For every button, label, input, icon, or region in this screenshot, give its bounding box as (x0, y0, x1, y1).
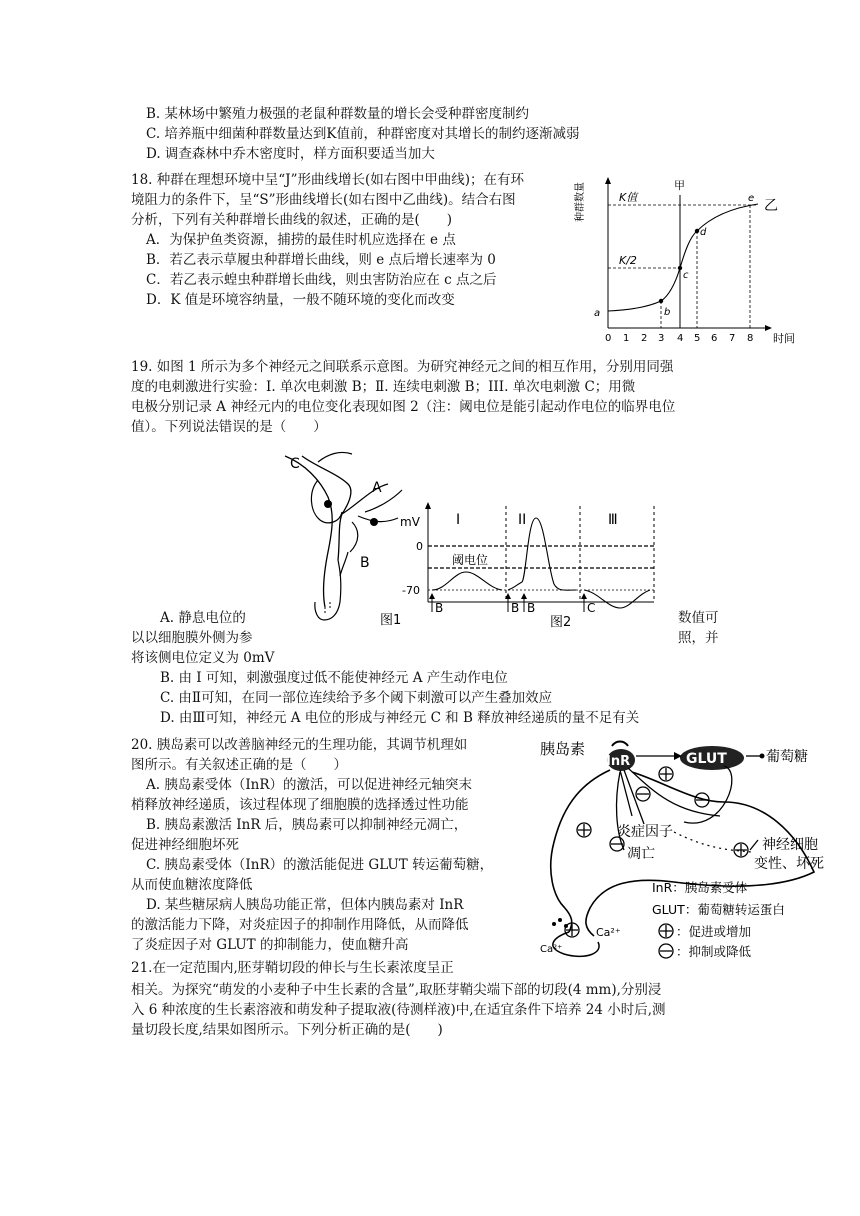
q18-xlabel: 时间 (773, 332, 795, 345)
q19-option-c: C. 由Ⅱ可知，在同一部位连续给予多个阈下刺激可以产生叠加效应 (160, 690, 553, 706)
fig2-stim-b1: B (435, 601, 444, 615)
q17-option-d: D. 调查森林中乔木密度时，样方面积要适当加大 (146, 146, 435, 162)
fig2-panel-2: II (518, 512, 527, 528)
fig2-stim-b3: B (527, 601, 536, 615)
fig2-stim-c: C (587, 601, 596, 615)
diagram-apoptosis-label: 凋亡 (627, 846, 655, 862)
q18-point-c: c (683, 270, 689, 281)
diagram-ca-label2: Ca²⁺ (596, 926, 621, 939)
q19-option-a-line2-left: 以以细胞膜外侧为参 (131, 630, 253, 646)
diagram-legend-2: GLUT：葡萄糖转运蛋白 (652, 902, 785, 917)
svg-text:5: 5 (694, 333, 701, 344)
q18-k2-label: K/2 (619, 254, 637, 267)
q21-stem-line3: 入 6 种浓度的生长素溶液和萌发种子提取液(待测样液)中,在适宜条件下培养 24 小时后,测 (131, 1002, 666, 1018)
svg-text:8: 8 (747, 333, 754, 344)
q20-option-c-line1: C. 胰岛素受体（InR）的激活能促进 GLUT 转运葡萄糖， (146, 857, 494, 873)
q19-stem-line4: 值）。下列说法错误的是（ ） (131, 419, 327, 435)
q19-option-a-line2-right: 照，并 (678, 630, 719, 646)
q20-option-d-line1: D. 某些糖尿病人胰岛功能正常，但体内胰岛素对 InR (146, 897, 464, 913)
q18-stem-line2: 境阻力的条件下，呈“S”形曲线增长(如右图中乙曲线)。结合右图 (131, 192, 516, 208)
q18-ylabel: 种群数量 (575, 182, 586, 222)
q19-option-a-right: 数值可 (678, 610, 719, 626)
q18-option-d: D．K 值是环境容纳量，一般不随环境的变化而改变 (146, 292, 455, 308)
svg-text:1: 1 (623, 333, 630, 344)
q17-option-b: B. 某林场中繁殖力极强的老鼠种群数量的增长会受种群密度制约 (146, 106, 530, 122)
q19-option-b: B. 由 I 可知，刺激强度过低不能使神经元 A 产生动作电位 (160, 670, 508, 686)
q20-stem-line1: 20. 胰岛素可以改善脑神经元的生理功能，其调节机理如 (131, 737, 468, 753)
q18-option-a: A．为保护鱼类资源，捕捞的最佳时机应选择在 e 点 (146, 232, 456, 248)
svg-text:4: 4 (677, 333, 684, 344)
q18-point-b: b (664, 307, 671, 318)
q20-option-a-line2: 梢释放神经递质，该过程体现了细胞膜的选择透过性功能 (131, 797, 469, 813)
q18-stem-line3: 分析，下列有关种群增长曲线的叙述，正确的是( ) (131, 212, 453, 228)
diagram-glucose-label: 葡萄糖 (766, 749, 808, 765)
q20-insulin-mechanism-diagram (524, 732, 836, 964)
fig2-stim-b2: B (511, 601, 520, 615)
q18-yi-label: 乙 (764, 198, 778, 214)
q21-stem-line4: 量切段长度,结果如图所示。下列分析正确的是( ) (131, 1022, 443, 1038)
q20-option-d-line3: 了炎症因子对 GLUT 的抑制能力，使血糖升高 (131, 937, 409, 953)
diagram-inflammation-label: 炎症因子 (617, 824, 673, 840)
q18-option-b: B．若乙表示草履虫种群增长曲线，则 e 点后增长速率为 0 (146, 252, 496, 268)
fig2-panel-3: Ⅲ (608, 512, 618, 528)
q20-option-c-line2: 从而使血糖浓度降低 (131, 877, 253, 893)
q19-option-d: D. 由Ⅲ可知，神经元 A 电位的形成与神经元 C 和 B 释放神经递质的量不足有关 (160, 710, 640, 726)
svg-text:6: 6 (711, 333, 718, 344)
fig1-a-label: A (372, 480, 382, 496)
diagram-legend-1: InR：胰岛素受体 (652, 880, 748, 895)
svg-text:2: 2 (641, 333, 648, 344)
q20-stem-line2: 图所示。有关叙述正确的是（ ） (131, 757, 347, 773)
fig2-mv-label: mV (400, 515, 420, 529)
q19-option-a-line3: 将该侧电位定义为 0mV (131, 650, 275, 666)
q19-stem-line2: 度的电刺激进行实验：I. 单次电刺激 B；Ⅱ. 连续电刺激 B；III. 单次电刺激 C；用微 (131, 379, 636, 395)
diagram-glut-label: GLUT (686, 751, 727, 767)
fig2-threshold-label: 阈电位 (452, 553, 489, 567)
diagram-neuron-label1: 神经细胞 (762, 837, 818, 853)
q19-stem-line1: 19. 如图 1 所示为多个神经元之间联系示意图。为研究神经元之间的相互作用，分别用同强 (131, 359, 674, 375)
diagram-legend-3: ：促进或增加 (676, 924, 752, 939)
fig1-caption: 图1 (380, 613, 402, 628)
q21-stem-line2: 相关。为探究“萌发的小麦种子中生长素的含量”,取胚芽鞘尖端下部的切段(4 mm),分别浸 (131, 982, 662, 998)
fig2-zero-label: 0 (416, 540, 423, 553)
q18-x-ticks (605, 333, 753, 344)
q18-jia-label: 甲 (674, 179, 685, 192)
q18-point-a: a (594, 308, 601, 319)
q18-population-growth-graph (575, 175, 796, 350)
fig1-b-label: B (360, 555, 370, 571)
q20-option-a-line1: A. 胰岛素受体（InR）的激活，可以促进神经元轴突末 (146, 777, 473, 793)
q18-point-d: d (700, 227, 707, 238)
diagram-neuron-label2: 变性、坏死 (754, 856, 824, 872)
fig2-panel-1: I (456, 512, 461, 528)
q20-option-b-line1: B. 胰岛素激活 InR 后，胰岛素可以抑制神经元凋亡， (146, 817, 468, 833)
q19-option-a-left: A. 静息电位的 (160, 610, 246, 626)
q18-point-e: e (748, 193, 755, 204)
diagram-ca-label1: Ca²⁺ (540, 944, 563, 955)
svg-text:0: 0 (605, 333, 612, 344)
diagram-insulin-label: 胰岛素 (540, 740, 586, 758)
svg-text:7: 7 (729, 333, 736, 344)
svg-text:3: 3 (658, 333, 665, 344)
q20-option-d-line2: 的激活能力下降，对炎症因子的抑制作用降低，从而降低 (131, 917, 469, 933)
fig2-caption: 图2 (550, 615, 572, 630)
q19-figure2-potentials (398, 498, 660, 630)
fig1-c-label: C (290, 456, 300, 472)
q19-figure1-neurons (280, 452, 410, 630)
fig2-minus70-label: -70 (402, 584, 420, 597)
q20-option-b-line2: 促进神经细胞坏死 (131, 837, 239, 853)
q19-stem-line3: 电极分别记录 A 神经元内的电位变化表现如图 2（注：阈电位是能引起动作电位的临界电位 (131, 399, 676, 415)
q21-stem-line1: 21.在一定范围内,胚芽鞘切段的伸长与生长素浓度呈正 (131, 960, 454, 976)
q18-option-c: C．若乙表示蝗虫种群增长曲线，则虫害防治应在 c 点之后 (146, 272, 497, 288)
q18-k-label: K值 (619, 191, 638, 204)
q18-stem-line1: 18. 种群在理想环境中呈“J”形曲线增长(如右图中甲曲线)；在有环 (131, 172, 525, 188)
q17-option-c: C. 培养瓶中细菌种群数量达到K值前，种群密度对其增长的制约逐渐减弱 (146, 126, 580, 142)
diagram-inr-label: InR (606, 754, 631, 769)
diagram-legend-4: ：抑制或降低 (676, 944, 752, 959)
